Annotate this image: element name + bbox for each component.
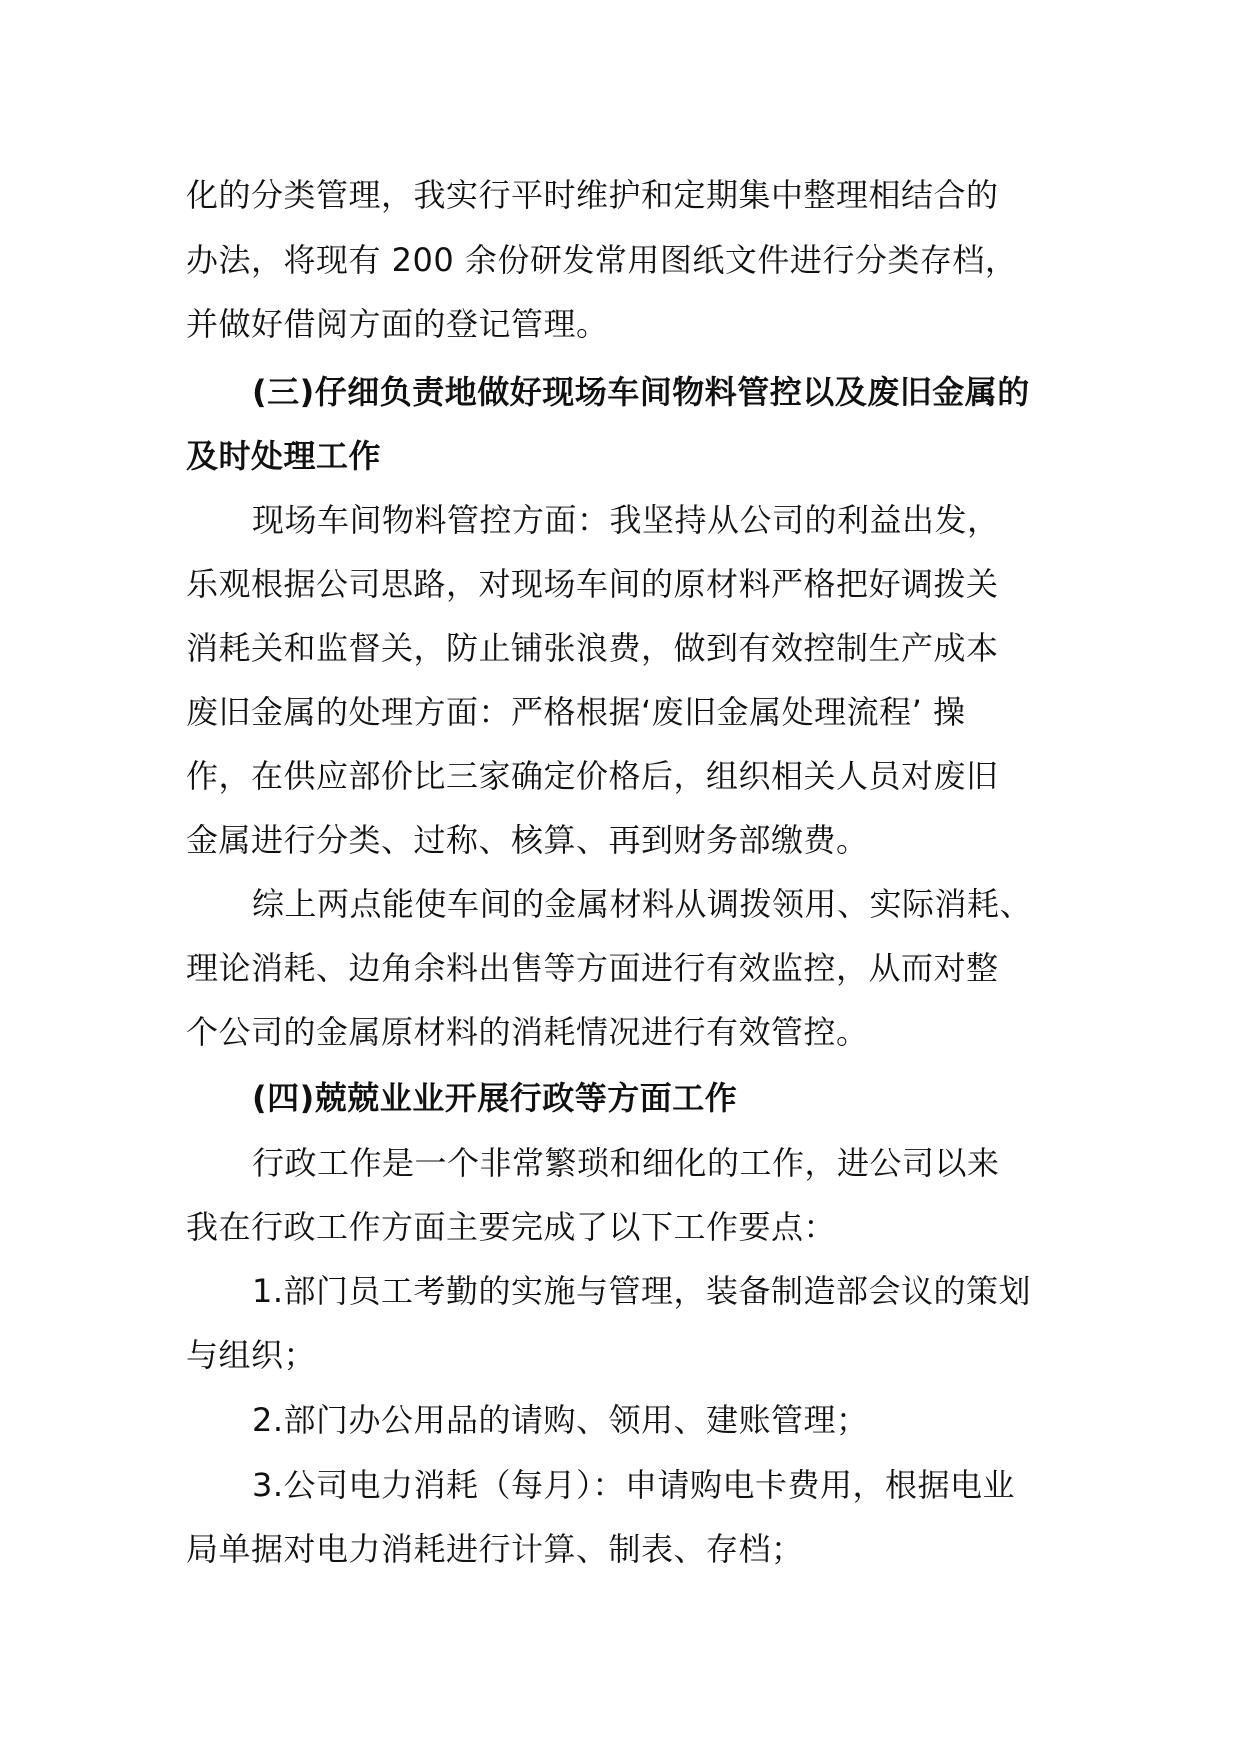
body-text-line: 行政工作是一个非常繁琐和细化的工作，进公司以来 [252,1144,1000,1182]
body-text-line: 个公司的金属原材料的消耗情况进行有效管控。 [186,1013,869,1051]
body-text-line: 综上两点能使车间的金属材料从调拨领用、实际消耗、 [252,885,1033,923]
list-item-3: 3.公司电力消耗（每月）：申请购电卡费用，根据电业 [252,1466,1016,1504]
body-text-line: 并做好借阅方面的登记管理。 [186,305,609,343]
section-heading-4: (四)兢兢业业开展行政等方面工作 [252,1079,738,1117]
body-text-line: 我在行政工作方面主要完成了以下工作要点： [186,1208,837,1246]
body-text-line: 办法，将现有 200 余份研发常用图纸文件进行分类存档， [186,241,1018,279]
body-text-line: 乐观根据公司思路，对现场车间的原材料严格把好调拨关 [186,565,999,603]
body-text-line: 化的分类管理，我实行平时维护和定期集中整理相结合的 [186,176,999,214]
section-heading-3-continued: 及时处理工作 [186,437,382,475]
body-text-line: 消耗关和监督关，防止铺张浪费，做到有效控制生产成本 [186,629,999,667]
body-text-line: 理论消耗、边角余料出售等方面进行有效监控，从而对整 [186,949,999,987]
list-item-3-continued: 局单据对电力消耗进行计算、制表、存档； [186,1530,804,1568]
list-item-2: 2.部门办公用品的请购、领用、建账管理； [252,1401,869,1439]
body-text-line: 金属进行分类、过称、核算、再到财务部缴费。 [186,821,869,859]
section-heading-3: (三)仔细负责地做好现场车间物料管控以及废旧金属的 [252,373,1030,411]
body-text-line: 作，在供应部价比三家确定价格后，组织相关人员对废旧 [186,757,999,795]
list-item-1-continued: 与组织； [186,1336,317,1374]
list-item-1: 1.部门员工考勤的实施与管理，装备制造部会议的策划 [252,1272,1032,1310]
body-text-line: 现场车间物料管控方面：我坚持从公司的利益出发， [252,501,1000,539]
body-text-line: 废旧金属的处理方面：严格根据‘废旧金属处理流程’ 操 [186,693,966,731]
